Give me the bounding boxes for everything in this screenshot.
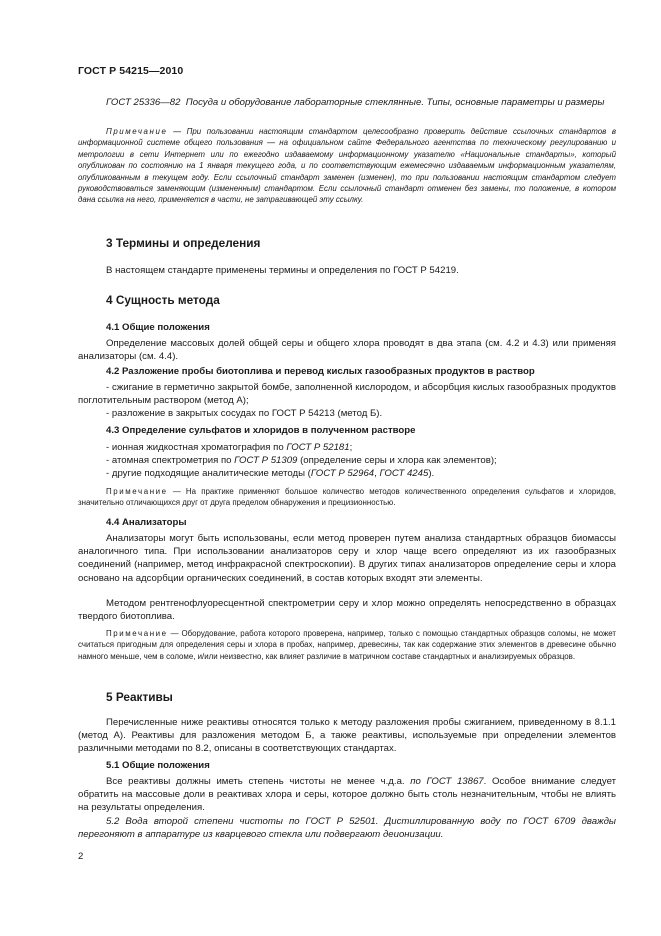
section-5-title: 5 Реактивы xyxy=(106,690,173,704)
page-number: 2 xyxy=(78,851,84,862)
standard-ref: по ГОСТ 13867 xyxy=(410,776,484,787)
note-analyzers xyxy=(78,628,616,662)
note-references xyxy=(78,126,616,206)
subsection-4-1-title: 4.1 Общие положения xyxy=(106,322,210,333)
subsection-4-3-title: 4.3 Определение сульфатов и хлоридов в полученном растворе xyxy=(106,425,416,436)
list-item: - сжигание в герметично закрытой бомбе, заполненной кислородом, и абсорбция кислых газообразных продуктов поглотительным раствором (метод А); xyxy=(78,382,616,407)
note-text: — Оборудование, работа которого проверена, например, только с помощью стандартных образцов соломы, не может считаться пригодным для определения серы и хлора в пробах, например, древесины, так как содержание этих элементов в древесине обычно намного меньше, чем в соломе, и/или неизвестно, как влияет различие в матричном составе стандартных и анализируемых образцов. xyxy=(78,629,616,661)
page-header: ГОСТ Р 54215—2010 xyxy=(78,65,184,77)
note-methods xyxy=(78,486,616,509)
gost-25336-reference xyxy=(78,96,616,109)
section-5-text: Перечисленные ниже реактивы относятся только к методу разложения пробы сжиганием, приведенному в 8.1.1 (метод А). Реактивы для разложения методом Б, а также реактивы, используемые при определении элементов различными методами по 8.2, описаны в соответствующих стандартах. xyxy=(78,717,616,755)
subsection-5-2-text: 5.2 Вода второй степени чистоты по ГОСТ Р 52501. Дистиллированную воду по ГОСТ 6709 дважды перегоняют в аппаратуре из кварцевого стекла или подвергают деионизации. xyxy=(78,816,616,841)
standard-ref: ГОСТ Р 52964 xyxy=(310,468,375,480)
subsection-4-2-title: 4.2 Разложение пробы биотоплива и перевод кислых газообразных продуктов в раствор xyxy=(106,366,535,377)
subsection-4-2-list xyxy=(78,381,616,421)
subsection-4-4-text: Анализаторы могут быть использованы, если метод проверен путем анализа стандартных образцов биомассы аналогичного типа. При использовании анализаторов серу и хлор чаще всего определяют из их газообразных соединений (например, метод инфракрасной спектроскопии). В других типах анализаторов определение серы и хлора основано на адсорбции органических соединений, в состав которых входят эти элементы. xyxy=(78,533,616,584)
note-text: — При пользовании настоящим стандартом целесообразно проверить действие ссылочных стандартов в информационной системе общего пользования — на официальном сайте Федерального агентства по техническому регулированию и метрологии в сети Интернет или по ежегодно издаваемому информационному указателю «Национальные стандарты», который опубликован по состоянию на 1 января текущего года, и по соответствующим ежемесячно издаваемым информационным указателям, опубликованным в текущем году. Если ссылочный стандарт заменен (изменен), то при пользовании настоящим стандартом следует руководствоваться заменяющим (измененным) стандартом. Если ссылочный стандарт отменен без замены, то положение, в котором дана ссылка на него, применяется в части, не затрагивающей эту ссылку. xyxy=(78,127,617,205)
list-item: - разложение в закрытых сосудах по ГОСТ Р 54213 (метод Б). xyxy=(106,408,383,420)
section-3-text: В настоящем стандарте применены термины и определения по ГОСТ Р 54219. xyxy=(106,265,459,276)
reference-title: Посуда и оборудование лабораторные стеклянные. Типы, основные параметры и размеры xyxy=(185,97,605,108)
subsection-4-1-text: Определение массовых долей общей серы и общего хлора проводят в два этапа (см. 4.2 и 4.3) или применяя анализаторы (см. 4.4). xyxy=(78,338,616,363)
subsection-4-3-list xyxy=(78,441,616,481)
subsection-4-4-text-2: Методом рентгенофлуоресцентной спектрометрии серу и хлор можно определять непосредственно в образцах твердого биотоплива. xyxy=(78,598,616,623)
standard-ref: ГОСТ 4245 xyxy=(379,468,429,480)
list-item: - ионная жидкостная хроматография по ГОСТ Р 52181; xyxy=(106,442,353,453)
subsection-5-1-text: Все реактивы должны иметь степень чистоты не менее ч.д.а. по ГОСТ 13867. Особое внимание следует обратить на массовые доли в реактивах хлора и серы, которое должно быть столь незначительным, чтобы не влиять на результаты определения. xyxy=(78,776,616,814)
standard-ref: ГОСТ Р 52181 xyxy=(286,442,350,453)
section-4-title: 4 Сущность метода xyxy=(106,293,220,307)
section-3-title: 3 Термины и определения xyxy=(106,236,261,250)
reference-code: ГОСТ 25336—82 xyxy=(106,97,181,108)
list-item: - другие подходящие аналитические методы (ГОСТ Р 52964, ГОСТ 4245). xyxy=(106,468,435,480)
list-item: - атомная спектрометрия по ГОСТ Р 51309 (определение серы и хлора как элементов); xyxy=(106,455,497,467)
note-label: Примечание xyxy=(106,127,168,136)
subsection-4-4-title: 4.4 Анализаторы xyxy=(106,517,187,528)
note-text: — На практике применяют большое количество методов количественного определения сульфатов и хлоридов, значительно отличающихся друг от друга пределом обнаружения и прецизионностью. xyxy=(78,487,616,508)
standard-ref: ГОСТ Р 51309 xyxy=(234,455,298,467)
subsection-5-1-title: 5.1 Общие положения xyxy=(106,760,210,771)
note-label: Примечание xyxy=(106,487,168,496)
note-label: Примечание xyxy=(106,629,168,638)
